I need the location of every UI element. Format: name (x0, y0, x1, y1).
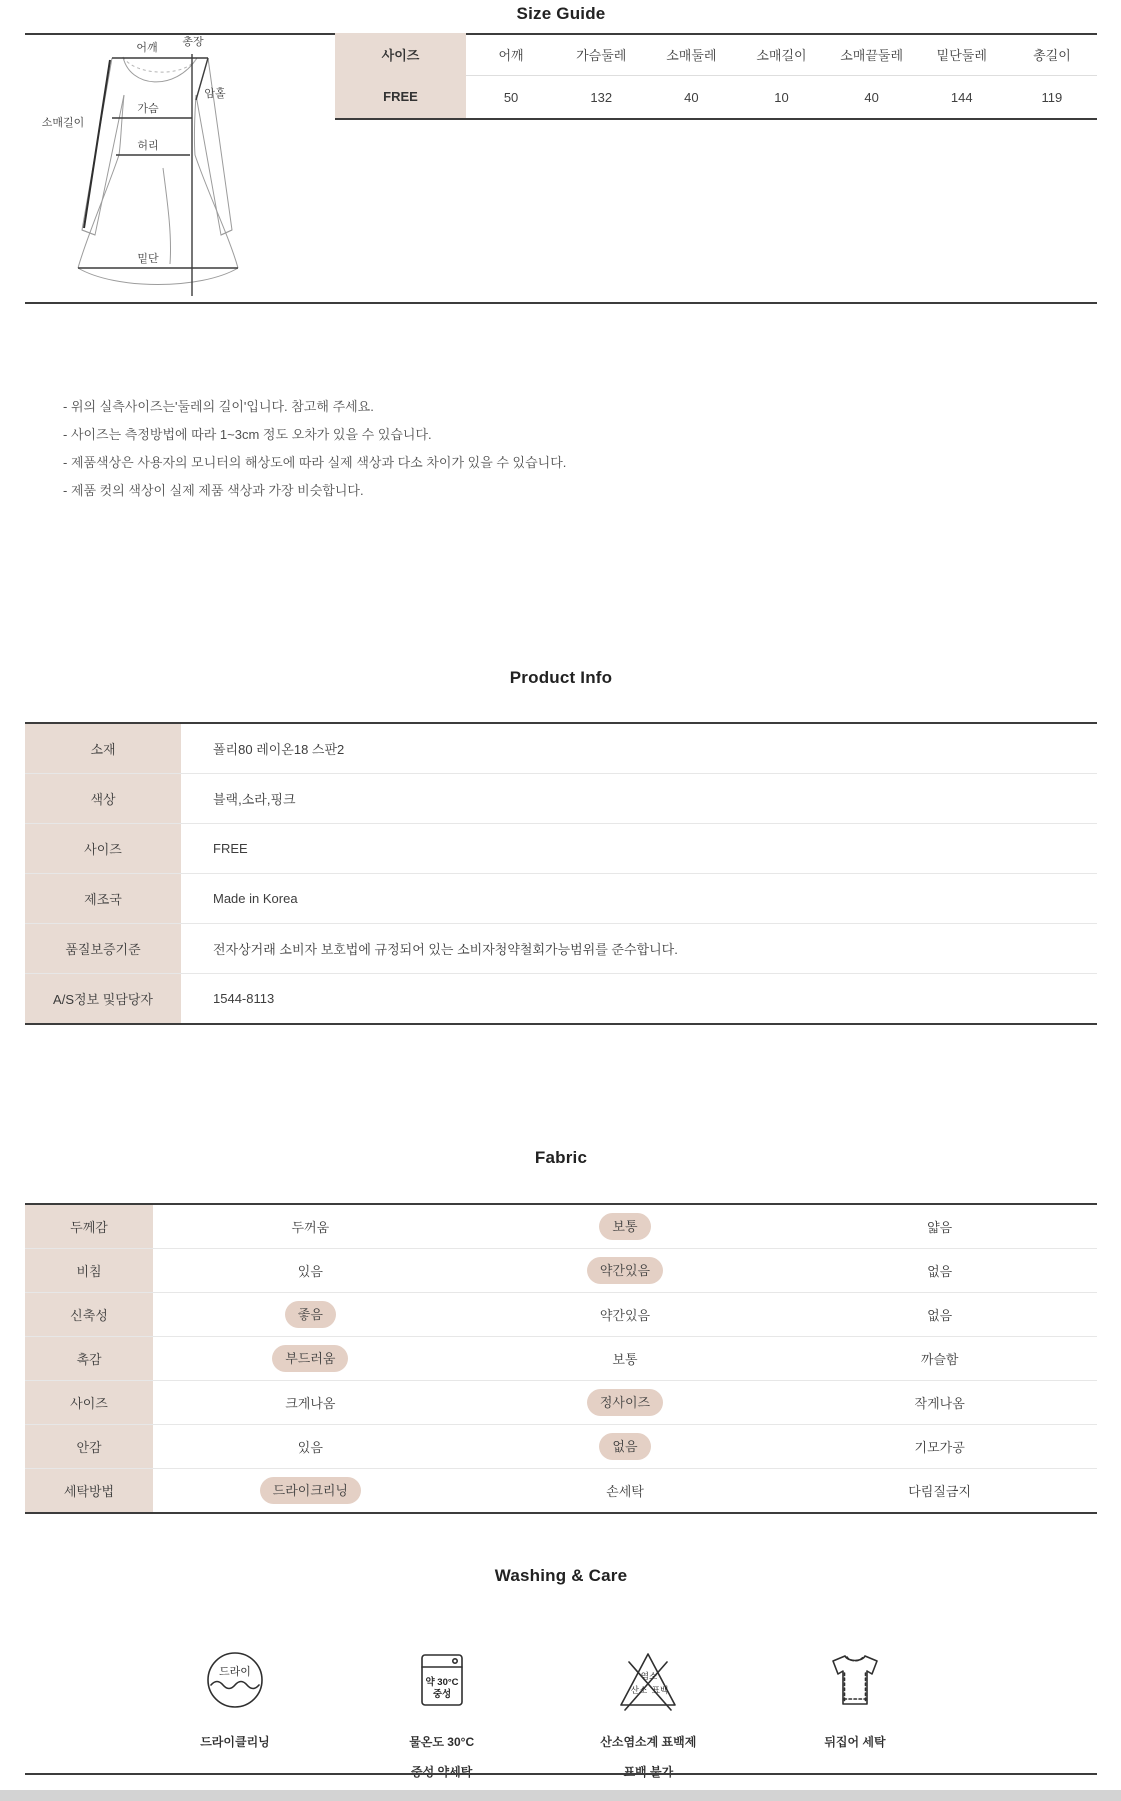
care-caption-line: 드라이클리닝 (200, 1735, 270, 1749)
dry-cleaning-icon (203, 1648, 267, 1712)
size-table-col-header: 소매둘레 (646, 33, 736, 76)
fabric-option-cell (468, 1204, 783, 1249)
no-bleach-icon-word1: 염소 (641, 1671, 658, 1681)
care-caption-line: 물온도 30°C (409, 1735, 475, 1749)
size-guide-notes (63, 393, 566, 505)
dry-cleaning-icon-label: 드라이 (219, 1666, 251, 1678)
size-guide-title: Size Guide (516, 4, 606, 23)
diagram-label-hem: 밑단 (137, 253, 159, 265)
fabric-option-cell (153, 1425, 468, 1469)
fabric-option: 없음 (927, 1308, 953, 1323)
product-info-value: 폴리80 레이온18 스판2 (181, 723, 1097, 774)
fabric-label: 촉감 (25, 1337, 153, 1381)
size-table-header-row (335, 33, 1097, 76)
fabric-label: 사이즈 (25, 1381, 153, 1425)
fabric-option: 있음 (297, 1440, 323, 1455)
fabric-option: 까슬함 (920, 1352, 959, 1367)
size-guide-note: - 위의 실측사이즈는'둘레의 길이'입니다. 참고해 주세요. (63, 399, 374, 414)
fabric-option-cell (153, 1337, 468, 1381)
product-info-label: 품질보증기준 (25, 924, 181, 974)
product-info-row (25, 924, 1097, 974)
size-value-cell: 132 (590, 89, 613, 105)
product-info-value: 블랙,소라,핑크 (181, 774, 1097, 824)
fabric-row (25, 1469, 1097, 1514)
washing-care-title: Washing & Care (494, 1566, 628, 1585)
product-info-row (25, 723, 1097, 774)
fabric-selected-badge: 부드러움 (272, 1345, 348, 1372)
fabric-label: 세탁방법 (25, 1469, 153, 1514)
fabric-option: 보통 (612, 1352, 638, 1367)
diagram-label-chest: 가슴 (137, 103, 159, 115)
size-table-col-header: 밑단둘레 (917, 33, 1007, 76)
fabric-selected-badge: 보통 (599, 1213, 650, 1240)
diagram-label-armhole: 암홀 (204, 88, 226, 100)
fabric-option-cell (468, 1337, 783, 1381)
fabric-selected-badge: 드라이크리닝 (260, 1477, 361, 1504)
fabric-option-cell (153, 1204, 468, 1249)
fabric-option-cell (468, 1381, 783, 1425)
fabric-option-cell (782, 1337, 1097, 1381)
fabric-option: 손세탁 (606, 1484, 644, 1499)
fabric-option-cell (782, 1249, 1097, 1293)
fabric-row (25, 1204, 1097, 1249)
diagram-label-waist: 허리 (137, 140, 159, 152)
inside-out-wash-icon (823, 1648, 887, 1712)
care-caption (409, 1720, 474, 1795)
fabric-row (25, 1337, 1097, 1381)
fabric-selected-badge: 정사이즈 (587, 1389, 663, 1416)
size-value-cell: 40 (684, 89, 699, 105)
size-table-col-header: 총길이 (1007, 33, 1097, 76)
fabric-label: 비침 (25, 1249, 153, 1293)
water-temperature-icon-line2: 중성 (432, 1689, 451, 1700)
fabric-option-cell (782, 1381, 1097, 1425)
care-caption-line: 중성 약세탁 (411, 1765, 473, 1779)
size-guide-note: - 사이즈는 측정방법에 따라 1~3cm 정도 오차가 있을 수 있습니다. (63, 427, 432, 442)
size-table-col-header: 소매길이 (736, 33, 826, 76)
footer-strip (0, 1790, 1121, 1801)
fabric-option: 얇음 (927, 1220, 953, 1235)
fabric-row (25, 1293, 1097, 1337)
size-table-row (335, 76, 1097, 120)
size-value-cell: 144 (950, 89, 973, 105)
fabric-label: 신축성 (25, 1293, 153, 1337)
fabric-row (25, 1425, 1097, 1469)
care-caption (600, 1720, 696, 1795)
fabric-option-cell (468, 1293, 783, 1337)
diagram-label-total-length: 총장 (182, 36, 204, 48)
size-value-cell: 40 (864, 89, 879, 105)
size-guide-note: - 제품색상은 사용자의 모니터의 해상도에 따라 실제 색상과 다소 차이가 있을 수 있습니다. (63, 455, 567, 470)
dress-measurement-diagram (35, 36, 250, 300)
fabric-row (25, 1381, 1097, 1425)
size-guide-table (335, 33, 1097, 120)
size-table-col-header: 소매끝둘레 (827, 33, 917, 76)
no-bleach-icon-word3: 표백 (652, 1685, 669, 1695)
product-info-label: 사이즈 (25, 824, 181, 874)
page-bottom-divider (25, 1773, 1097, 1775)
fabric-title: Fabric (534, 1148, 588, 1167)
product-info-table (25, 722, 1097, 1025)
no-bleach-icon-word2: 산소 (631, 1685, 648, 1695)
fabric-option-cell (782, 1293, 1097, 1337)
fabric-label: 안감 (25, 1425, 153, 1469)
care-caption-line: 표백 불가 (623, 1765, 674, 1779)
no-bleach-icon (616, 1648, 680, 1712)
product-info-value: 1544-8113 (213, 991, 275, 1006)
fabric-selected-badge: 없음 (599, 1433, 650, 1460)
size-guide-note: - 제품 컷의 색상이 실제 제품 색상과 가장 비슷합니다. (63, 483, 364, 498)
fabric-selected-badge: 약간있음 (587, 1257, 663, 1284)
fabric-option: 없음 (927, 1264, 953, 1279)
product-info-row (25, 874, 1097, 924)
fabric-option: 크게나옴 (285, 1396, 336, 1411)
size-value-cell: 119 (1041, 89, 1063, 105)
fabric-option: 다림질금지 (908, 1484, 972, 1499)
product-info-row (25, 974, 1097, 1025)
care-caption (200, 1720, 270, 1780)
product-info-label: A/S정보 및담당자 (25, 974, 181, 1025)
fabric-option: 두꺼움 (291, 1220, 330, 1235)
fabric-option-cell (782, 1425, 1097, 1469)
size-guide-bottom-divider (25, 302, 1097, 304)
fabric-option: 약간있음 (599, 1308, 651, 1323)
fabric-option-cell (782, 1469, 1097, 1514)
fabric-table (25, 1203, 1097, 1514)
product-info-label: 소재 (25, 723, 181, 774)
fabric-option-cell (468, 1469, 783, 1514)
product-info-label: 색상 (25, 774, 181, 824)
water-temperature-icon-line1: 약 30°C (425, 1677, 459, 1688)
size-table-row-label: FREE (335, 76, 466, 120)
product-info-row (25, 774, 1097, 824)
size-value-cell: 10 (774, 89, 789, 105)
size-table-col-header: 어깨 (466, 33, 556, 76)
product-info-value: FREE (181, 824, 1097, 874)
water-temperature-icon (410, 1648, 474, 1712)
fabric-option-cell (153, 1381, 468, 1425)
fabric-option-cell (153, 1293, 468, 1337)
fabric-option: 작게나옴 (914, 1396, 965, 1411)
fabric-option-cell (153, 1249, 468, 1293)
fabric-row (25, 1249, 1097, 1293)
size-value-cell: 50 (503, 89, 519, 105)
product-info-value: 전자상거래 소비자 보호법에 규정되어 있는 소비자청약철회가능범위를 준수합니다. (181, 924, 1097, 974)
diagram-label-shoulder: 어깨 (136, 42, 158, 54)
fabric-option-cell (153, 1469, 468, 1514)
fabric-option: 기모가공 (914, 1440, 965, 1455)
fabric-selected-badge: 좋음 (285, 1301, 336, 1328)
product-info-row (25, 824, 1097, 874)
fabric-label: 두께감 (25, 1204, 153, 1249)
product-info-value: Made in Korea (181, 874, 1097, 924)
size-table-size-header: 사이즈 (335, 33, 466, 76)
fabric-option-cell (468, 1249, 783, 1293)
care-caption-line: 뒤집어 세탁 (824, 1735, 886, 1749)
product-info-title: Product Info (509, 668, 613, 687)
fabric-option-cell (468, 1425, 783, 1469)
fabric-option-cell (782, 1204, 1097, 1249)
size-table-col-header: 가슴둘레 (556, 33, 646, 76)
diagram-label-sleeve-length: 소매길이 (41, 117, 85, 129)
care-caption-line: 산소염소계 표백제 (600, 1735, 697, 1749)
fabric-option: 있음 (297, 1264, 323, 1279)
product-info-label: 제조국 (25, 874, 181, 924)
care-caption (824, 1720, 885, 1780)
